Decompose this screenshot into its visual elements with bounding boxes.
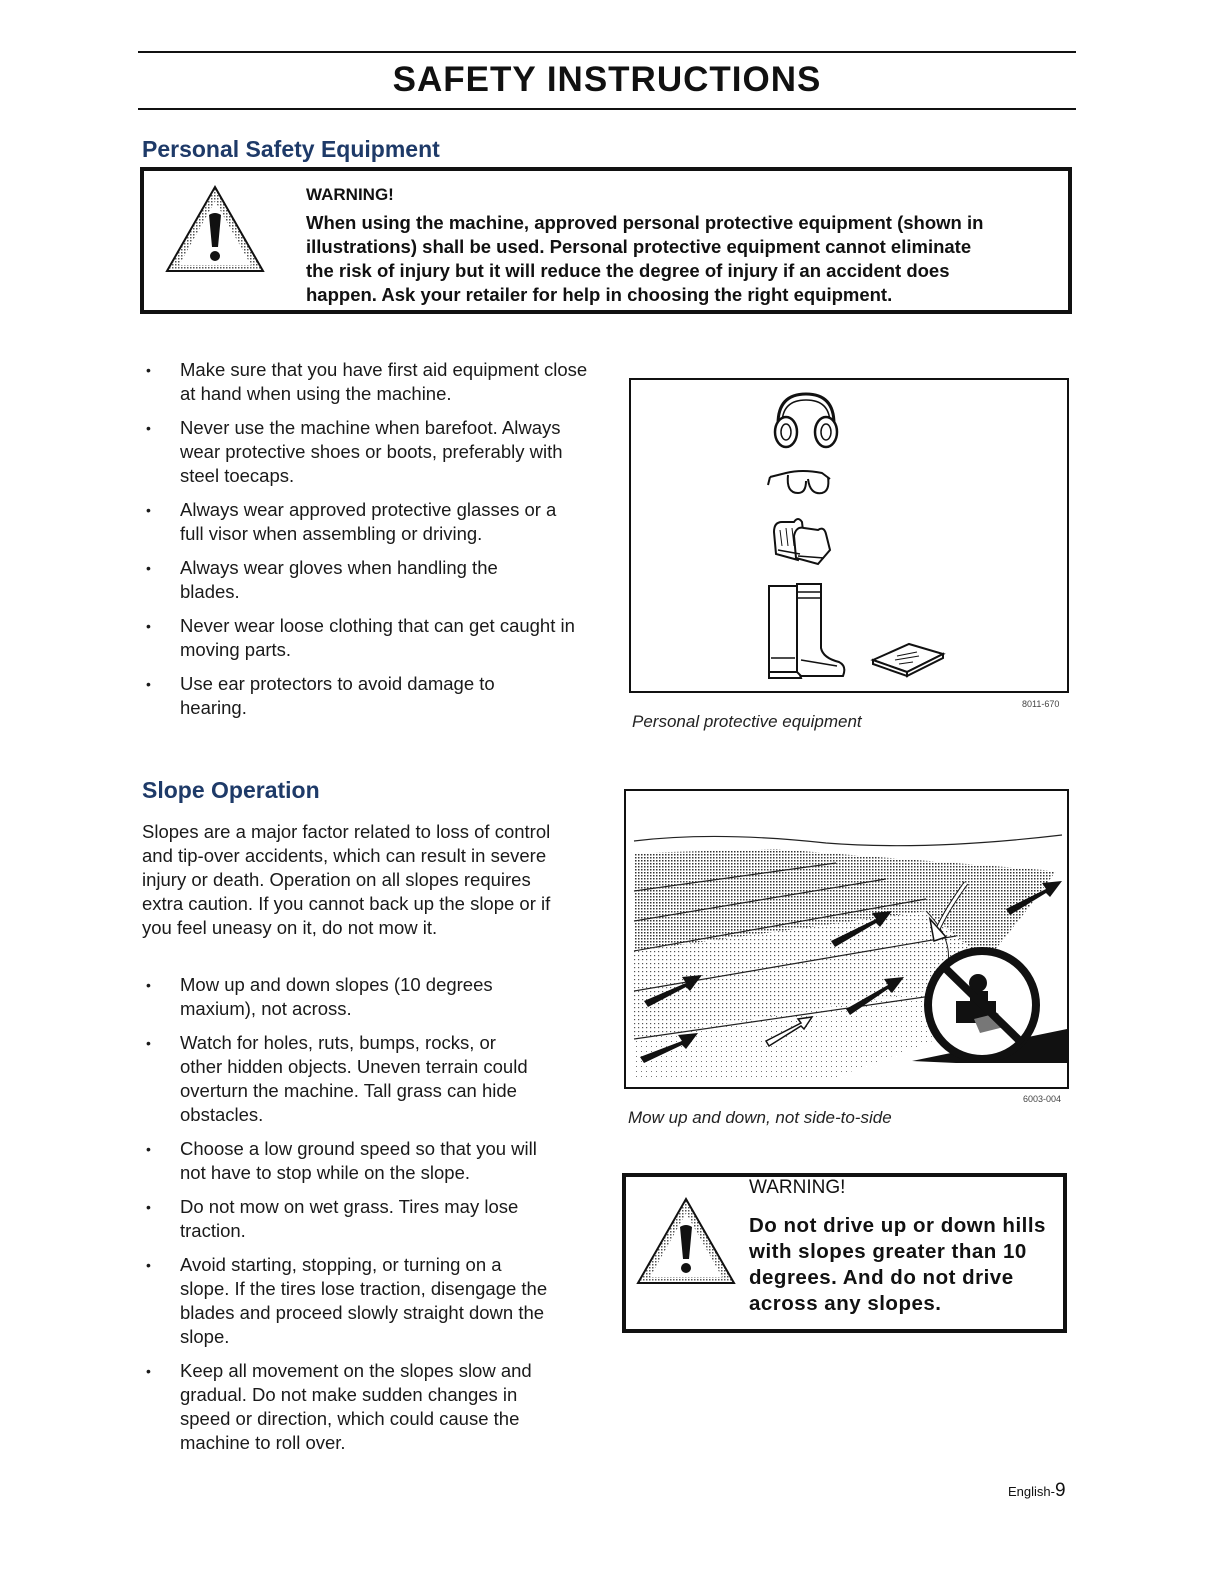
figure-caption: Personal protective equipment [632, 712, 862, 731]
list-item: • Avoid starting, stopping, or turning on a slope. If the tires lose traction, disengage the blades and proceed slowly straight down the slope. [142, 1253, 550, 1349]
ear-protectors-icon [766, 388, 846, 452]
list-item: • Always wear gloves when handling the blades. [142, 556, 540, 604]
list-item: • Never wear loose clothing that can get caught in moving parts. [142, 614, 592, 662]
ppe-figure [629, 378, 1069, 693]
slope-operation-list [142, 973, 548, 1455]
list-item: • Keep all movement on the slopes slow and gradual. Do not make sudden changes in speed or direction, which could cause the machine to roll over. [142, 1359, 540, 1455]
warning-box-personal [140, 167, 1072, 314]
figure-id: 8011-670 [1022, 699, 1060, 709]
list-item: • Always wear approved protective glasses or a full visor when assembling or driving. [142, 498, 560, 546]
figure-caption: Mow up and down, not side-to-side [628, 1108, 892, 1127]
boots-icon [761, 578, 853, 682]
page-title: SAFETY INSTRUCTIONS [392, 60, 822, 99]
section-heading-personal-safety: Personal Safety Equipment [142, 136, 440, 162]
list-item: • Never use the machine when barefoot. Always wear protective shoes or boots, preferably with steel toecaps. [142, 416, 592, 488]
page-number: English-9 [1008, 1480, 1066, 1501]
slope-figure [624, 789, 1069, 1089]
slope-intro-paragraph: Slopes are a major factor related to loss of control and tip-over accidents, which can result in severe injury or death. Operation on all slopes requires extra caution. If you cannot back up the slope or if you feel uneasy on it, do not mow it. [142, 821, 551, 938]
warning-title: WARNING! [306, 185, 394, 204]
list-item: • Use ear protectors to avoid damage to hearing. [142, 672, 540, 720]
warning-text: When using the machine, approved personal protective equipment (shown in illustrations) shall be used. Personal protective equipment cannot eliminate the risk of injury but it will reduce the degree of injury if an accident does happen. Ask your retailer for help in choosing the right equipment. [306, 212, 984, 305]
figure-id: 6003-004 [1023, 1094, 1062, 1104]
warning-triangle-icon [634, 1195, 738, 1287]
warning-title: WARNING! [749, 1177, 846, 1198]
warning-box-slope [622, 1173, 1067, 1333]
warning-text: Do not drive up or down hills with slopes greater than 10 degrees. And do not drive across any slopes. [749, 1214, 1046, 1315]
list-item: • Choose a low ground speed so that you will not have to stop while on the slope. [142, 1137, 540, 1185]
list-item: • Watch for holes, ruts, bumps, rocks, or other hidden objects. Uneven terrain could overturn the machine. Tall grass can hide obstacles. [142, 1031, 530, 1127]
section-heading-slope-operation: Slope Operation [142, 777, 320, 803]
title-underline [138, 108, 1076, 110]
list-item: • Do not mow on wet grass. Tires may lose traction. [142, 1195, 550, 1243]
list-item: • Make sure that you have first aid equipment close at hand when using the machine. [142, 358, 592, 406]
safety-glasses-icon [766, 465, 836, 501]
slope-mowing-illustration [626, 791, 1067, 1087]
top-rule [138, 51, 1076, 53]
list-item: • Mow up and down slopes (10 degrees maxium), not across. [142, 973, 520, 1021]
gloves-icon [768, 510, 838, 566]
warning-triangle-icon [163, 183, 267, 275]
first-aid-kit-icon [869, 638, 947, 678]
personal-safety-list [142, 358, 592, 720]
